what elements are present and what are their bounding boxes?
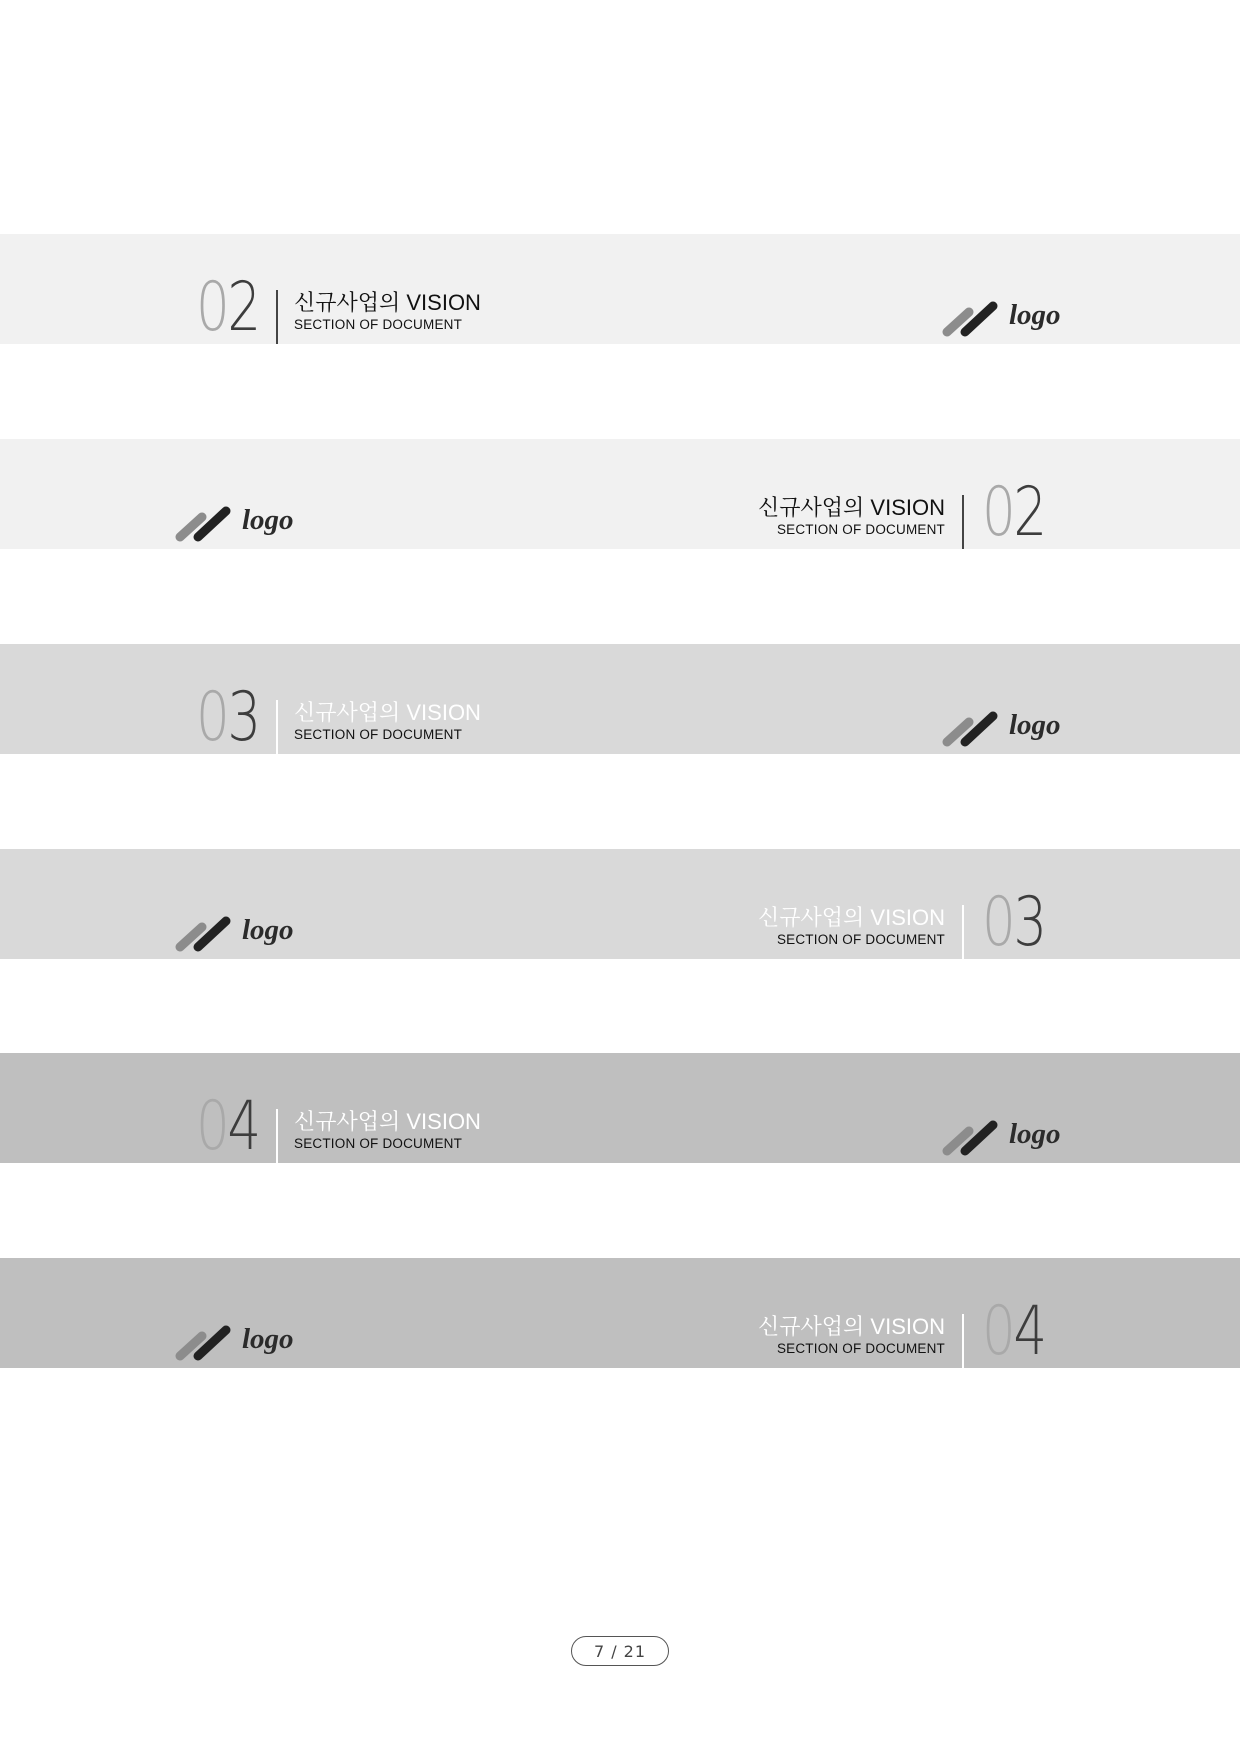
section-divider	[962, 495, 964, 549]
section-subtitle: SECTION OF DOCUMENT	[776, 932, 945, 947]
double-slash-stripes-icon	[174, 503, 232, 543]
logo-text: logo	[1009, 709, 1061, 741]
section-banner-04-left	[0, 1053, 1240, 1166]
section-title: 신규사업의 VISION	[758, 495, 945, 520]
double-slash-stripes-icon	[941, 1117, 999, 1157]
double-slash-stripes-icon	[941, 708, 999, 748]
section-title-block	[294, 700, 481, 744]
section-divider	[962, 1314, 964, 1368]
section-banner-02-right	[0, 439, 1240, 552]
section-title-block	[758, 495, 945, 539]
section-divider	[962, 905, 964, 959]
section-title: 신규사업의 VISION	[758, 1314, 945, 1339]
section-subtitle: SECTION OF DOCUMENT	[776, 522, 945, 537]
section-subtitle: SECTION OF DOCUMENT	[294, 1136, 463, 1151]
section-title: 신규사업의 VISION	[294, 290, 481, 315]
double-slash-stripes-icon	[174, 913, 232, 953]
section-number: 02	[982, 473, 1045, 552]
section-number: 04	[982, 1292, 1045, 1371]
section-banner-03-right	[0, 849, 1240, 962]
logo-text: logo	[1009, 1118, 1061, 1150]
section-number: 03	[982, 883, 1045, 962]
section-title: 신규사업의 VISION	[758, 905, 945, 930]
section-divider	[276, 700, 278, 754]
section-banner-04-right	[0, 1258, 1240, 1371]
section-banner-03-left	[0, 644, 1240, 757]
section-number: 04	[196, 1087, 259, 1166]
section-subtitle: SECTION OF DOCUMENT	[294, 727, 463, 742]
section-subtitle: SECTION OF DOCUMENT	[776, 1341, 945, 1356]
section-number: 02	[196, 268, 259, 347]
section-banner-02-left	[0, 234, 1240, 347]
logo-text: logo	[242, 1323, 294, 1355]
section-title-block	[294, 1109, 481, 1153]
section-title-block	[758, 905, 945, 949]
page-indicator: 7 / 21	[571, 1636, 669, 1666]
section-title-block	[294, 290, 481, 334]
section-number: 03	[196, 678, 259, 757]
section-divider	[276, 290, 278, 344]
section-title-block	[758, 1314, 945, 1358]
section-title: 신규사업의 VISION	[294, 1109, 481, 1134]
double-slash-stripes-icon	[174, 1322, 232, 1362]
section-divider	[276, 1109, 278, 1163]
logo-text: logo	[242, 504, 294, 536]
section-title: 신규사업의 VISION	[294, 700, 481, 725]
section-subtitle: SECTION OF DOCUMENT	[294, 317, 463, 332]
logo-text: logo	[242, 914, 294, 946]
double-slash-stripes-icon	[941, 298, 999, 338]
logo-text: logo	[1009, 299, 1061, 331]
